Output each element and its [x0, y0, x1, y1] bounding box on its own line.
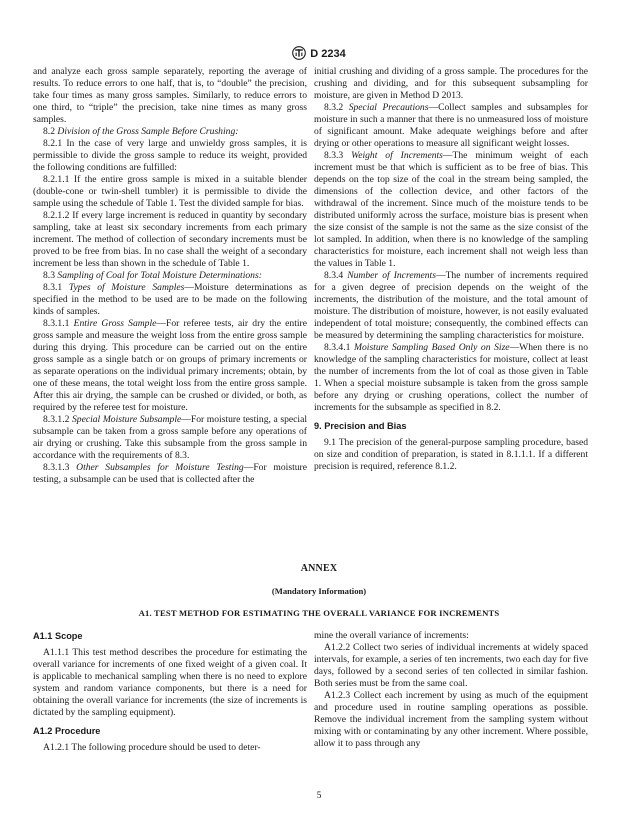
- paragraph-number: 8.3.3: [324, 150, 344, 161]
- paragraph-number: 8.2.1.2: [43, 210, 70, 221]
- paragraph: [33, 270, 307, 282]
- standard-designation: D 2234: [310, 48, 346, 60]
- paragraph: [33, 174, 307, 210]
- paragraph: [33, 138, 307, 174]
- paragraph-title: Moisture Sampling Based Only on Size: [353, 342, 510, 353]
- paragraph: [314, 270, 588, 342]
- column-right: [314, 66, 588, 473]
- paragraph-text: —For moisture testing, a subsample can be used that is collected after the: [33, 462, 307, 485]
- paragraph-number: 8.3.1.2: [43, 414, 70, 425]
- paragraph-title: Special Moisture Subsample: [71, 414, 182, 425]
- paragraph-number: 9.1: [324, 437, 336, 448]
- paragraph-text: If every large increment is reduced in quantity by secondary sampling, take at least six secondary increments from each primary increment. The method of collection of secondary increments must be proved to be free from bias. In no case shall the weight of a secondary increment be less than shown in the schedule of Table 1.: [33, 210, 307, 269]
- paragraph-title: Sampling of Coal for Total Moisture Determinations:: [57, 270, 262, 281]
- paragraph: and analyze each gross sample separately, reporting the average of results. To reduce errors to one half, that is, to “double” the precision, take four times as many gross samples. Similarly, to reduce errors to one third, to “triple” the precision, take nine times as many gross samples.: [33, 66, 307, 125]
- paragraph-number: 8.3.4: [324, 270, 344, 281]
- column-left: [33, 66, 307, 486]
- paragraph: [314, 102, 588, 150]
- paragraph-text: —Collect samples and subsamples for moisture in such a manner that there is no unmeasured loss of moisture of significant amount. Make adequate weighings before and after drying or other operations to measure all significant weight losses.: [314, 102, 588, 149]
- paragraph-number: 8.2.1: [43, 138, 63, 149]
- paragraph: [314, 150, 588, 270]
- paragraph-number: A1.1.1: [43, 647, 70, 658]
- annex-section-title: A1. TEST METHOD FOR ESTIMATING THE OVERALL VARIANCE FOR INCREMENTS: [138, 608, 500, 618]
- paragraph-number: 8.3.1: [43, 282, 63, 293]
- paragraph: [33, 742, 307, 754]
- page-header: [0, 46, 638, 60]
- paragraph: [314, 437, 588, 473]
- paragraph-number: 8.2.1.1: [43, 174, 70, 185]
- annex-column-right: [314, 630, 588, 750]
- paragraph-number: 8.2: [43, 126, 55, 137]
- paragraph-title: Entire Gross Sample: [73, 318, 157, 329]
- paragraph: [314, 690, 588, 750]
- paragraph: [33, 126, 307, 138]
- paragraph-number: 8.3.4.1: [324, 342, 351, 353]
- paragraph-text: In the case of very large and unwieldy gross samples, it is permissible to divide the gross sample to reduce its weight, provided the following conditions are fulfilled:: [33, 138, 307, 173]
- paragraph: [33, 282, 307, 318]
- section-heading: A1.1 Scope: [33, 631, 83, 641]
- paragraph: initial crushing and dividing of a gross sample. The procedures for the crushing and dividing, and for this subsequent subsampling for moisture, are given in Method D 2013.: [314, 66, 588, 101]
- paragraph: [314, 342, 588, 414]
- page-number: 5: [316, 790, 322, 801]
- paragraph-text: —When there is no knowledge of the sampling characteristics for moisture, collect at least the number of increments from the lot of coal as those given in Table 1. When a special moisture subsample is taken from the gross sample before any drying or crushing operations, collect the number of increments for the subsample as specified in 8.2.: [314, 342, 588, 413]
- paragraph: [33, 414, 307, 462]
- paragraph-text: —Moisture determinations as specified in the method to be used are to be made on the following kinds of samples.: [33, 282, 308, 317]
- section-heading: A1.2 Procedure: [33, 726, 101, 736]
- paragraph-title: Weight of Increments: [351, 150, 443, 161]
- paragraph: [33, 647, 307, 719]
- paragraph-text: —For moisture testing, a special subsample can be taken from a gross sample before any operations of air drying or crushing. Take this subsample from the gross sample in accordance with the requirements of 8.3.: [33, 414, 307, 461]
- paragraph-text: —For referee tests, air dry the entire gross sample and measure the weight loss from the entire gross sample during this drying. This procedure can be carried out on the entire gross sample as a single batch or on groups of primary increments or as separate operations on the individual primary increments; obtain, by one of these means, the total weight loss from the entire gross sample. After this air drying, the sample can be crushed or divided, or both, as required by the referee test for moisture.: [33, 318, 307, 413]
- paragraph-title: Number of Increments: [347, 270, 436, 281]
- paragraph-number: A1.2.1: [43, 742, 70, 753]
- paragraph: [33, 462, 307, 486]
- paragraph-text: If the entire gross sample is mixed in a suitable blender (double-cone or twin-shell tumbler) it is permissible to divide the sample using the schedule of Table 1. Test the divided sample for bias.: [33, 174, 307, 209]
- paragraph-text: The precision of the general-purpose sampling procedure, based on size and condition of preparation, is stated in 8.1.1.1. If a different precision is required, reference 8.1.2.: [314, 437, 588, 472]
- paragraph-text: Collect two series of individual increments at widely spaced intervals, for example, a series of ten increments, two each day for five days, followed by a second series of ten collected in similar fashion. Both series must be from the same coal.: [314, 642, 588, 689]
- paragraph-text: This test method describes the procedure for estimating the overall variance for increments of one fixed weight of a given coal. It is applicable to mechanical sampling when there is no need to explore system and random variance components, but there is a need for obtaining the overall variance for increments (the size of increments is dictated by the sampling equipment).: [33, 647, 307, 718]
- paragraph-title: Division of the Gross Sample Before Crushing:: [57, 126, 239, 137]
- paragraph-text: Collect each increment by using as much of the equipment and procedure used in routine sampling operations as possible. Remove the individual increment from the sampling system without mixing with or contaminating by any other increment. Where possible, allow it to pass through any: [314, 690, 588, 749]
- annex-column-left: [33, 630, 307, 754]
- section-heading: 9. Precision and Bias: [314, 421, 407, 431]
- paragraph-title: Types of Moisture Samples: [68, 282, 185, 293]
- paragraph-text: —The minimum weight of each increment must be that which is sufficient as to be free of bias. This depends on the top size of the coal in the stream being sampled, the dimensions of the collection device, and other factors of the withdrawal of the increment. Since much of the moisture tends to be distributed uniformly across the surface, moisture bias is present when the size consist of the sample is not the same as the size consist of the lot sampled. In addition, when there is no knowledge of the sampling characteristics for moisture, each increment shall not weigh less than the values in Table 1.: [314, 150, 589, 269]
- astm-logo-icon: [292, 46, 306, 60]
- annex-title: ANNEX: [300, 563, 338, 574]
- paragraph-title: Other Subsamples for Moisture Testing: [76, 462, 244, 473]
- paragraph-number: 8.3.2: [324, 102, 344, 113]
- paragraph-number: A1.2.3: [324, 690, 351, 701]
- paragraph-title: Special Precautions: [348, 102, 429, 113]
- paragraph-number: 8.3: [43, 270, 55, 281]
- paragraph: [33, 318, 307, 414]
- annex-subtitle: (Mandatory Information): [271, 586, 367, 596]
- paragraph-number: 8.3.1.1: [43, 318, 70, 329]
- paragraph-text: The following procedure should be used to deter-: [71, 742, 261, 753]
- paragraph: mine the overall variance of increments:: [314, 630, 469, 641]
- paragraph: [314, 642, 588, 690]
- paragraph: [33, 210, 307, 270]
- paragraph-number: 8.3.1.3: [43, 462, 70, 473]
- paragraph-text: —The number of increments required for a given degree of precision depends on the weight of the increments, the distribution of the moisture, and the total amount of moisture. The distribution of moisture, however, is not easily evaluated independent of total moisture; consequently, the combined effects can be measured by determining the sampling characteristics for moisture.: [314, 270, 588, 341]
- paragraph-number: A1.2.2: [324, 642, 351, 653]
